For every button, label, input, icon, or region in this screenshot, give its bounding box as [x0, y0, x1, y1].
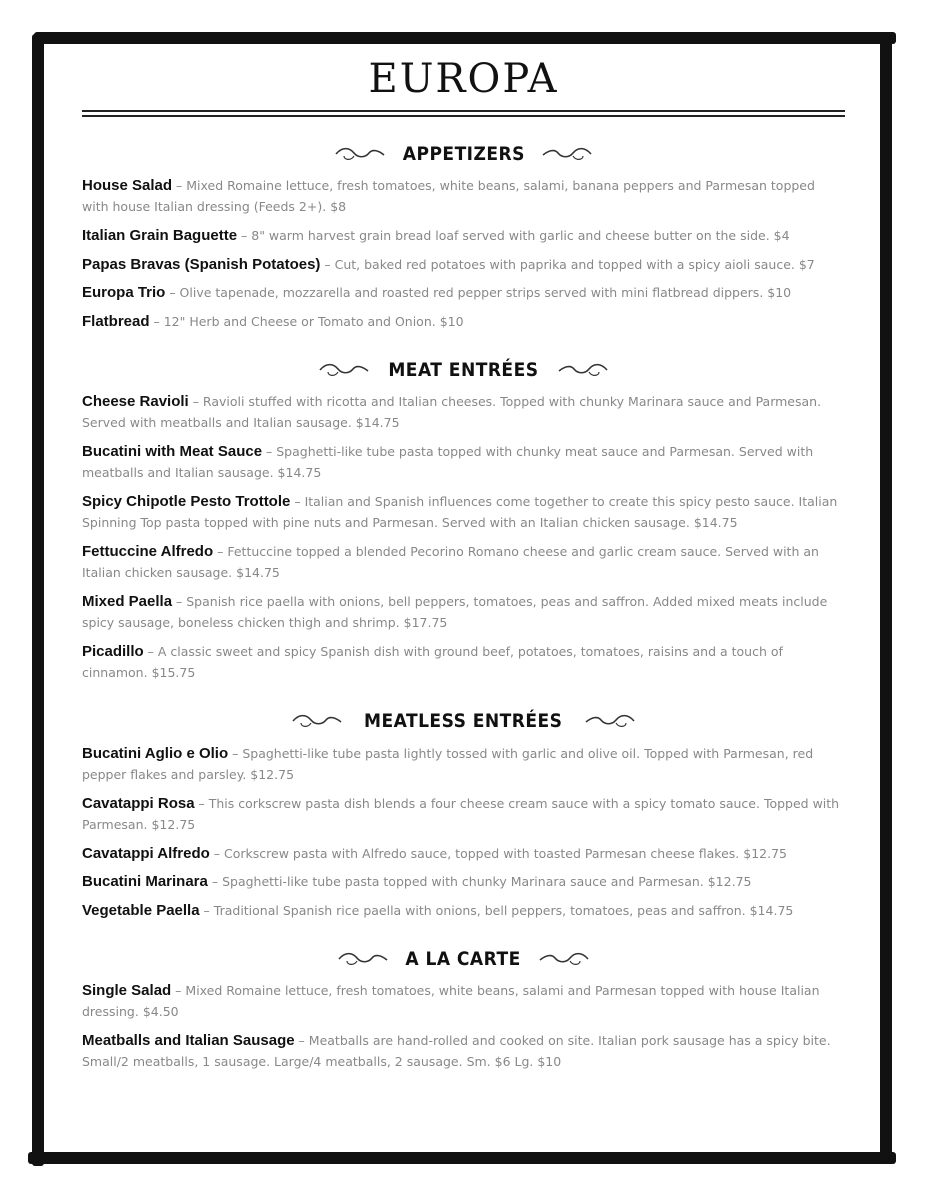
item-description: 12" Herb and Cheese or Tomato and Onion. — [163, 314, 436, 329]
menu-item: Bucatini Aglio e Olio – Spaghetti-like tube pasta lightly tossed with garlic and olive oil. Topped with Parmesan, red pepper flakes and parsley. $12.75 — [82, 745, 814, 782]
left-flourish-icon — [337, 949, 389, 969]
section-heading-text: APPETIZERS — [402, 143, 525, 165]
item-description: Italian and Spanish influences come together to create this spicy pesto sauce. Italian Spinning Top pasta topped with pine nuts and Parmesan. Served with an Italian chicken sausage. — [82, 494, 838, 530]
item-price: $12.75 — [250, 767, 295, 782]
item-description: This corkscrew pasta dish blends a four cheese cream sauce with a spicy tomato sauce. Topped with Parmesan. — [82, 796, 840, 832]
menu-item: Fettuccine Alfredo – Fettuccine topped a blended Pecorino Romano cheese and garlic cream sauce. Served with an Italian chicken sausage. $14.75 — [82, 543, 819, 580]
item-description: Traditional Spanish rice paella with onions, bell peppers, tomatoes, peas and saffron. — [213, 903, 746, 918]
item-description: Olive tapenade, mozzarella and roasted red pepper strips served with mini flatbread dippers. — [179, 285, 764, 300]
item-price: $10 — [439, 314, 464, 329]
right-flourish-icon — [538, 949, 590, 969]
item-name: Mixed Paella — [82, 593, 173, 610]
item-price: $10 — [767, 285, 792, 300]
menu-item: Meatballs and Italian Sausage – Meatballs are hand-rolled and cooked on site. Italian pork sausage has a spicy bite. Small/2 meatballs, 1 sausage. Large/4 meatballs, 2 sausage. Sm. $6 Lg. $10 — [82, 1032, 831, 1069]
item-description: Spaghetti-like tube pasta topped with chunky Marinara sauce and Parmesan. — [222, 874, 704, 889]
item-name: House Salad — [82, 177, 173, 194]
menu-item: Papas Bravas (Spanish Potatoes) – Cut, baked red potatoes with paprika and topped with a spicy aioli sauce. $7 — [82, 256, 815, 273]
section-heading-text: A LA CARTE — [405, 948, 522, 970]
item-price: $14.75 — [355, 415, 400, 430]
item-name: Cavatappi Rosa — [82, 795, 195, 812]
right-flourish-icon — [541, 144, 593, 164]
item-description: Meatballs are hand-rolled and cooked on site. Italian pork sausage has a spicy bite. Small/2 meatballs, 1 sausage. Large/4 meatballs, 2 sausage. — [82, 1033, 831, 1069]
item-name: Picadillo — [82, 643, 144, 660]
item-price: $12.75 — [743, 846, 787, 861]
menu-item: Vegetable Paella – Traditional Spanish rice paella with onions, bell peppers, tomatoes, peas and saffron. $14.75 — [82, 902, 794, 919]
menu-item: Bucatini with Meat Sauce – Spaghetti-like tube pasta topped with chunky meat sauce and Parmesan. Served with meatballs and Italian sausage. $14.75 — [82, 443, 814, 480]
section-heading-text: MEAT ENTRÉES — [388, 359, 539, 381]
left-flourish-icon — [334, 144, 386, 164]
item-price: $15.75 — [151, 665, 196, 680]
menu-item: Picadillo – A classic sweet and spicy Spanish dish with ground beef, potatoes, tomatoes, raisins and a touch of cinnamon. $15.75 — [82, 643, 783, 680]
item-description: Spaghetti-like tube pasta topped with chunky meat sauce and Parmesan. Served with meatballs and Italian sausage. — [82, 444, 814, 480]
item-name: Cheese Ravioli — [82, 393, 189, 410]
item-name: Cavatappi Alfredo — [82, 845, 210, 862]
title-divider-top — [82, 110, 845, 112]
item-price: $4.50 — [142, 1004, 179, 1019]
item-name: Meatballs and Italian Sausage — [82, 1032, 295, 1049]
border-top — [34, 32, 896, 44]
item-price: $14.75 — [277, 465, 322, 480]
border-bottom — [28, 1152, 896, 1164]
item-name: Spicy Chipotle Pesto Trottole — [82, 493, 291, 510]
section-heading-meatless-entrees — [0, 706, 927, 736]
item-name: Fettuccine Alfredo — [82, 543, 214, 560]
item-price: $8 — [330, 199, 347, 214]
menu-item: Cavatappi Alfredo – Corkscrew pasta with Alfredo sauce, topped with toasted Parmesan cheese flakes. $12.75 — [82, 845, 787, 862]
item-description: A classic sweet and spicy Spanish dish with ground beef, potatoes, tomatoes, raisins and a touch of cinnamon. — [82, 644, 783, 680]
item-description: Mixed Romaine lettuce, fresh tomatoes, white beans, salami, banana peppers and Parmesan topped with house Italian dressing (Feeds 2+). — [82, 178, 815, 214]
item-description: Spaghetti-like tube pasta lightly tossed with garlic and olive oil. Topped with Parmesan, red pepper flakes and parsley. — [82, 746, 814, 782]
menu-item: House Salad – Mixed Romaine lettuce, fresh tomatoes, white beans, salami, banana peppers and Parmesan topped with house Italian dressing (Feeds 2+). $8 — [82, 177, 815, 214]
item-description: Spanish rice paella with onions, bell peppers, tomatoes, peas and saffron. Added mixed meats include spicy sausage, boneless chicken thigh and shrimp. — [82, 594, 828, 630]
menu-item: Cheese Ravioli – Ravioli stuffed with ricotta and Italian cheeses. Topped with chunky Marinara sauce and Parmesan. Served with meatballs and Italian sausage. $14.75 — [82, 393, 822, 430]
item-price: $4 — [773, 228, 790, 243]
menu-item: Italian Grain Baguette – 8" warm harvest grain bread loaf served with garlic and cheese butter on the side. $4 — [82, 227, 790, 244]
border-right — [880, 36, 892, 1162]
section-heading-a-la-carte — [0, 944, 927, 974]
item-name: Bucatini with Meat Sauce — [82, 443, 263, 460]
menu-item: Single Salad – Mixed Romaine lettuce, fresh tomatoes, white beans, salami and Parmesan topped with house Italian dressing. $4.50 — [82, 982, 820, 1019]
item-name: Single Salad — [82, 982, 172, 999]
item-price: $12.75 — [151, 817, 196, 832]
border-left — [32, 34, 44, 1166]
item-description: Cut, baked red potatoes with paprika and topped with a spicy aioli sauce. — [334, 257, 795, 272]
title-divider-bottom — [82, 115, 845, 117]
item-name: Bucatini Aglio e Olio — [82, 745, 229, 762]
item-price: $7 — [798, 257, 815, 272]
restaurant-title: EUROPA — [368, 56, 559, 102]
right-flourish-icon — [584, 711, 636, 731]
item-name: Papas Bravas (Spanish Potatoes) — [82, 256, 321, 273]
section-heading-meat-entrees — [0, 355, 927, 385]
item-name: Flatbread — [82, 313, 150, 330]
menu-item: Europa Trio – Olive tapenade, mozzarella and roasted red pepper strips served with mini flatbread dippers. $10 — [82, 284, 792, 301]
section-heading-text: MEATLESS ENTRÉES — [364, 710, 563, 732]
item-description: Mixed Romaine lettuce, fresh tomatoes, white beans, salami and Parmesan topped with house Italian dressing. — [82, 983, 820, 1019]
item-price: $12.75 — [707, 874, 752, 889]
item-price: Sm. $6 Lg. $10 — [466, 1054, 562, 1069]
item-description: Corkscrew pasta with Alfredo sauce, topped with toasted Parmesan cheese flakes. — [224, 846, 740, 861]
menu-item: Mixed Paella – Spanish rice paella with onions, bell peppers, tomatoes, peas and saffron. Added mixed meats include spicy sausage, boneless chicken thigh and shrimp. $17.75 — [82, 593, 828, 630]
menu-item: Bucatini Marinara – Spaghetti-like tube pasta topped with chunky Marinara sauce and Parmesan. $12.75 — [82, 873, 752, 890]
right-flourish-icon — [557, 360, 609, 380]
item-name: Vegetable Paella — [82, 902, 200, 919]
item-name: Bucatini Marinara — [82, 873, 208, 890]
item-description: Ravioli stuffed with ricotta and Italian cheeses. Topped with chunky Marinara sauce and Parmesan. Served with meatballs and Italian sausage. — [82, 394, 822, 430]
item-price: $14.75 — [749, 903, 794, 918]
section-heading-appetizers — [0, 139, 927, 169]
item-name: Europa Trio — [82, 284, 166, 301]
item-description: 8" warm harvest grain bread loaf served with garlic and cheese butter on the side. — [251, 228, 770, 243]
left-flourish-icon — [291, 711, 343, 731]
item-price: $14.75 — [693, 515, 738, 530]
item-description: Fettuccine topped a blended Pecorino Romano cheese and garlic cream sauce. Served with an Italian chicken sausage. — [82, 544, 819, 580]
menu-item: Spicy Chipotle Pesto Trottole – Italian and Spanish influences come together to create this spicy pesto sauce. Italian Spinning Top pasta topped with pine nuts and Parmesan. Served with an Italian chicken sausage. $14.75 — [82, 493, 838, 530]
menu-item: Flatbread – 12" Herb and Cheese or Tomato and Onion. $10 — [82, 313, 464, 330]
item-price: $17.75 — [403, 615, 448, 630]
menu-item: Cavatappi Rosa – This corkscrew pasta dish blends a four cheese cream sauce with a spicy tomato sauce. Topped with Parmesan. $12.75 — [82, 795, 840, 832]
item-price: $14.75 — [236, 565, 280, 580]
item-name: Italian Grain Baguette — [82, 227, 238, 244]
left-flourish-icon — [318, 360, 370, 380]
